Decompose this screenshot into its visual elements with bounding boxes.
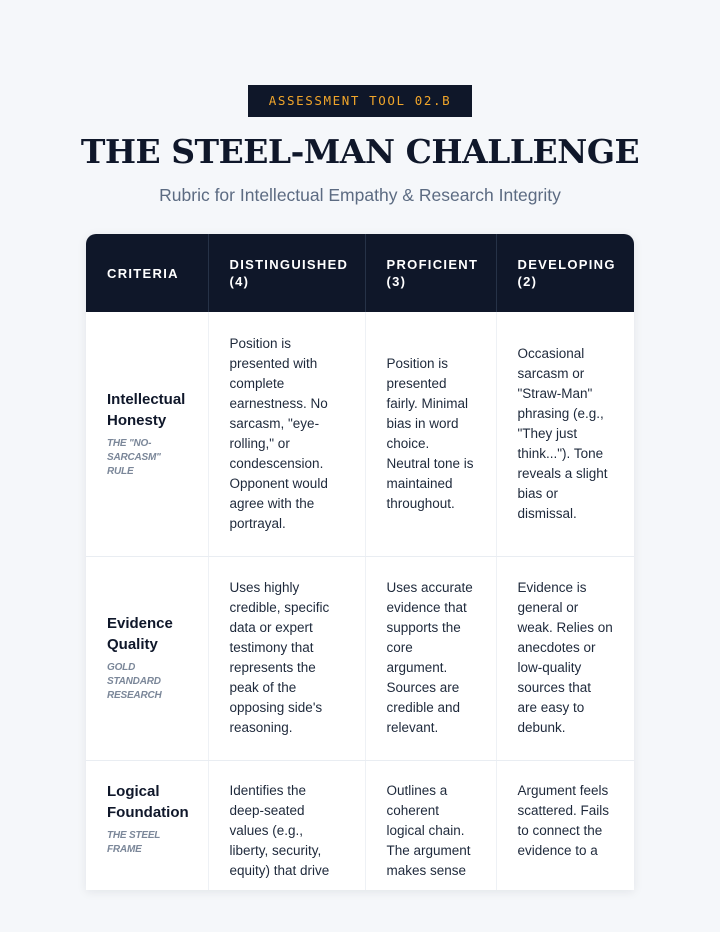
criteria-subtitle: THE "NO-SARCASM" RULE <box>107 437 161 477</box>
assessment-tag: ASSESSMENT TOOL 02.B <box>248 85 473 117</box>
table-row <box>86 556 634 760</box>
criteria-subtitle: THE STEEL FRAME <box>107 829 161 855</box>
distinguished-cell: Uses highly credible, specific data or expert testimony that represents the peak of the opposing side's reasoning. <box>208 556 365 760</box>
rubric-table-card <box>86 234 634 890</box>
developing-cell: Evidence is general or weak. Relies on anecdotes or low-quality sources that are easy to debunk. <box>496 556 634 760</box>
criteria-name: Logical Foundation <box>107 782 189 821</box>
table-row <box>86 312 634 556</box>
proficient-cell: Position is presented fairly. Minimal bias in word choice. Neutral tone is maintained throughout. <box>365 312 496 556</box>
column-header-proficient: PROFICIENT (3) <box>365 234 496 312</box>
table-row <box>86 760 634 890</box>
column-header-criteria: CRITERIA <box>86 234 208 312</box>
distinguished-cell: Position is presented with complete earnestness. No sarcasm, "eye-rolling," or condescension. Opponent would agree with the portrayal. <box>208 312 365 556</box>
criteria-name: Intellectual Honesty <box>107 390 186 429</box>
developing-cell: Occasional sarcasm or "Straw-Man" phrasing (e.g., "They just think..."). Tone reveals a slight bias or dismissal. <box>496 312 634 556</box>
table-header-row <box>86 234 634 312</box>
page-subtitle: Rubric for Intellectual Empathy & Research Integrity <box>159 185 561 205</box>
criteria-cell <box>86 760 208 890</box>
proficient-cell: Uses accurate evidence that supports the core argument. Sources are credible and relevant. <box>365 556 496 760</box>
distinguished-cell: Identifies the deep-seated values (e.g., liberty, security, equity) that drive <box>208 760 365 890</box>
developing-cell: Argument feels scattered. Fails to connect the evidence to a <box>496 760 634 890</box>
column-header-developing: DEVELOPING (2) <box>496 234 634 312</box>
page-title: THE STEEL-MAN CHALLENGE <box>80 132 640 171</box>
criteria-name: Evidence Quality <box>107 615 173 653</box>
column-header-distinguished: DISTINGUISHED (4) <box>208 234 365 312</box>
criteria-cell <box>86 556 208 760</box>
proficient-cell: Outlines a coherent logical chain. The argument makes sense <box>365 760 496 890</box>
rubric-table <box>86 234 634 890</box>
criteria-cell <box>86 312 208 556</box>
page-header <box>0 0 720 206</box>
criteria-subtitle: GOLD STANDARD RESEARCH <box>107 662 162 701</box>
